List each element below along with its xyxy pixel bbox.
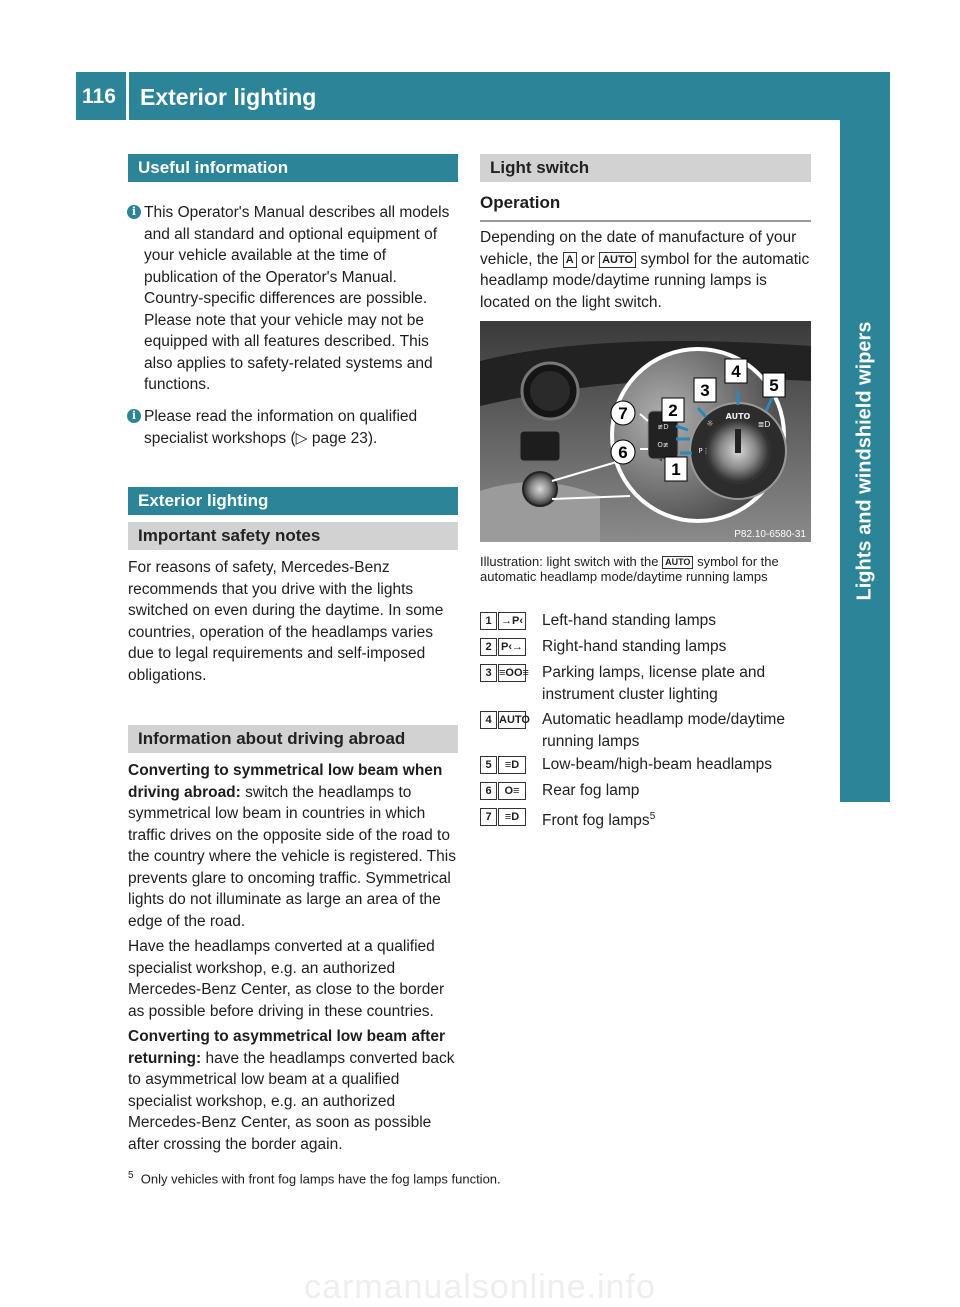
page-title: Exterior lighting	[140, 84, 317, 110]
callout-7: 7	[618, 404, 628, 423]
caption-text-end: symbol for the automatic headlamp mode/daytime running lamps	[480, 554, 779, 584]
legend-label	[480, 806, 815, 832]
a-symbol-icon: A	[563, 252, 577, 268]
front-fog-lamp-icon: ≡D	[498, 808, 526, 826]
footnote-ref: 5	[649, 811, 656, 822]
legend-item	[480, 662, 815, 705]
legend-number: 5	[480, 756, 497, 774]
legend-number: 4	[480, 711, 497, 729]
intro-text-end: symbol for the automatic headlamp mode/daytime running lamps is located on the light switch.	[480, 250, 810, 311]
svg-text:O≢: O≢	[657, 441, 669, 449]
svg-text:P⋮: P⋮	[698, 447, 710, 455]
callout-5: 5	[769, 376, 779, 395]
page-number: 116	[82, 85, 116, 108]
auto-symbol-icon: AUTO	[662, 556, 693, 569]
abroad-p3-text: have the headlamps converted back to asymmetrical low beam at a qualified specialist workshop, e.g. an authorized Mercedes-Benz Center, as soon as possible after crossing the border again.	[128, 1049, 455, 1153]
watermark: carmanualsonline.info	[304, 1268, 656, 1306]
footnote	[128, 1168, 501, 1187]
legend-label: Low-beam/high-beam headlamps	[542, 756, 773, 773]
caption-text-start: Illustration: light switch with the	[480, 554, 659, 569]
abroad-p3-lead: Converting to asymmetrical low beam after returning:	[128, 1028, 445, 1067]
legend-label: Rear fog lamp	[542, 782, 640, 799]
legend-item	[480, 754, 815, 776]
auto-headlamp-icon: AUTO	[498, 711, 526, 729]
abroad-paragraph-1	[128, 760, 461, 932]
legend-number: 6	[480, 782, 497, 800]
info-icon: i	[127, 205, 141, 219]
legend-label: Left-hand standing lamps	[542, 612, 717, 629]
parking-lamp-icon: ≡OO≡	[498, 664, 526, 682]
exterior-lighting-heading: Exterior lighting	[128, 487, 458, 515]
info-note-2-text: Please read the information on qualified specialist workshops (▷ page 23).	[144, 408, 418, 447]
abroad-paragraph-2: Have the headlamps converted at a qualified specialist workshop, e.g. an authorized Mercedes-Benz Center, as close to the border as possible before driving in these countries.	[128, 938, 445, 1020]
legend-label: Automatic headlamp mode/daytime running lamps	[542, 711, 785, 750]
callout-6: 6	[618, 443, 628, 462]
legend-item	[480, 780, 815, 802]
light-switch-intro	[480, 227, 814, 313]
callout-4: 4	[731, 362, 741, 381]
abroad-p1-lead: Converting to symmetrical low beam when driving abroad:	[128, 762, 443, 801]
legend-label-text: Front fog lamps	[542, 812, 650, 830]
legend-number: 2	[480, 638, 497, 656]
left-standing-lamp-icon: →P‹	[498, 612, 526, 630]
svg-text:≢D: ≢D	[657, 423, 669, 431]
callout-1: 1	[671, 460, 681, 479]
intro-or: or	[581, 250, 595, 268]
footnote-mark: 5	[128, 1170, 134, 1181]
callout-3: 3	[700, 381, 710, 400]
abroad-paragraph-3	[128, 1026, 461, 1155]
legend-label: Right-hand standing lamps	[542, 638, 727, 655]
light-switch-photo	[480, 321, 811, 542]
photo-caption	[480, 554, 811, 584]
rear-fog-lamp-icon: O≡	[498, 782, 526, 800]
safety-notes-heading: Important safety notes	[128, 522, 458, 550]
legend-number: 3	[480, 664, 497, 682]
useful-info-heading: Useful information	[128, 154, 458, 182]
driving-abroad-heading: Information about driving abroad	[128, 725, 458, 753]
legend-item	[480, 610, 815, 632]
legend-item	[480, 806, 815, 832]
svg-text:AUTO: AUTO	[725, 412, 751, 421]
legend-label: Parking lamps, license plate and instrument cluster lighting	[542, 664, 766, 703]
legend-item	[480, 709, 815, 752]
photo-code: P82.10-6580-31	[734, 529, 806, 540]
callout-2: 2	[668, 401, 678, 420]
low-beam-icon: ≡D	[498, 756, 526, 774]
right-standing-lamp-icon: P‹→	[498, 638, 526, 656]
light-switch-heading: Light switch	[480, 154, 811, 182]
page-header	[76, 72, 890, 120]
chapter-side-tab	[840, 120, 890, 802]
abroad-p1-text: switch the headlamps to symmetrical low beam in countries in which traffic drives on the opposite side of the road to the country where the vehicle is registered. This prevents glare to oncoming traffic. Symmetrical lights do not illuminate as large an area of the edge of the road.	[128, 783, 456, 930]
intro-text-start: Depending on the date of manufacture of your vehicle, the	[480, 229, 797, 268]
legend-item	[480, 636, 815, 658]
driving-abroad-body	[128, 760, 461, 1155]
info-note-1	[131, 202, 460, 396]
legend-number: 7	[480, 808, 497, 826]
operation-subheading: Operation	[480, 193, 811, 222]
chapter-title: Lights and windshield wipers	[853, 321, 876, 601]
footnote-text: Only vehicles with front fog lamps have the fog lamps function.	[140, 1171, 501, 1187]
info-note-1-text: This Operator's Manual describes all models and all standard and optional equipment of your vehicle available at the time of publication of the Operator's Manual. Country-specific differences are possible. Please note that your vehicle may not be equipped with all features described. This also applies to safety-related systems and functions.	[144, 204, 450, 393]
legend-number: 1	[480, 612, 497, 630]
svg-text:☼: ☼	[706, 419, 714, 428]
safety-notes-text: For reasons of safety, Mercedes-Benz recommends that you drive with the lights switched on even during the daytime. In some countries, operation of the headlamps varies due to legal requirements and self-imposed obligations.	[128, 559, 444, 684]
svg-text:≣D: ≣D	[757, 420, 771, 429]
auto-symbol-icon: AUTO	[599, 252, 636, 268]
info-icon: i	[127, 409, 141, 423]
header-divider	[126, 72, 129, 120]
info-note-2	[131, 406, 460, 449]
